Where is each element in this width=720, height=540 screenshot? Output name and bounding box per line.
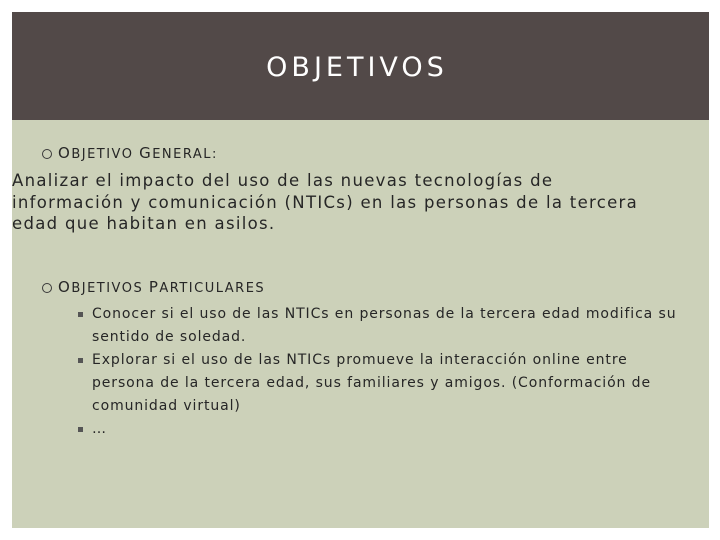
heading-initial: O [58, 144, 72, 162]
general-objective-text: Analizar el impacto del uso de las nuevas tecnologías de información y comunicación (NTICs) en las personas de la tercera edad que habitan en asilos. [12, 171, 639, 233]
list-item-text: Conocer si el uso de las NTICs en personas de la tercera edad modifica su sentido de soledad. [92, 306, 677, 345]
heading-text: BJETIVOS [71, 281, 149, 296]
circle-outline-icon [42, 149, 52, 159]
square-bullet-icon [78, 312, 83, 317]
heading-initial: P [148, 278, 160, 296]
general-objective-heading [42, 144, 218, 162]
slide [12, 12, 709, 528]
square-bullet-icon [78, 358, 83, 363]
heading-text: ENERAL: [152, 147, 218, 162]
list-item-text: Explorar si el uso de las NTICs promueve la interacción online entre persona de la tercera edad, sus familiares y amigos. (Conformación de comunidad virtual) [92, 352, 651, 414]
heading-initial: G [139, 144, 153, 162]
heading-text: BJETIVO [71, 147, 140, 162]
circle-outline-icon [42, 283, 52, 293]
list-item-text: … [92, 421, 107, 437]
heading-text: ARTICULARES [159, 281, 266, 296]
slide-title: OBJETIVOS [266, 52, 448, 83]
heading-initial: O [58, 278, 72, 296]
square-bullet-icon [78, 427, 83, 432]
list-item [78, 303, 688, 349]
list-item [78, 418, 688, 441]
title-bar [12, 12, 709, 120]
list-item [78, 349, 688, 418]
specific-objectives-list [78, 303, 688, 441]
specific-objectives-heading [42, 278, 265, 296]
